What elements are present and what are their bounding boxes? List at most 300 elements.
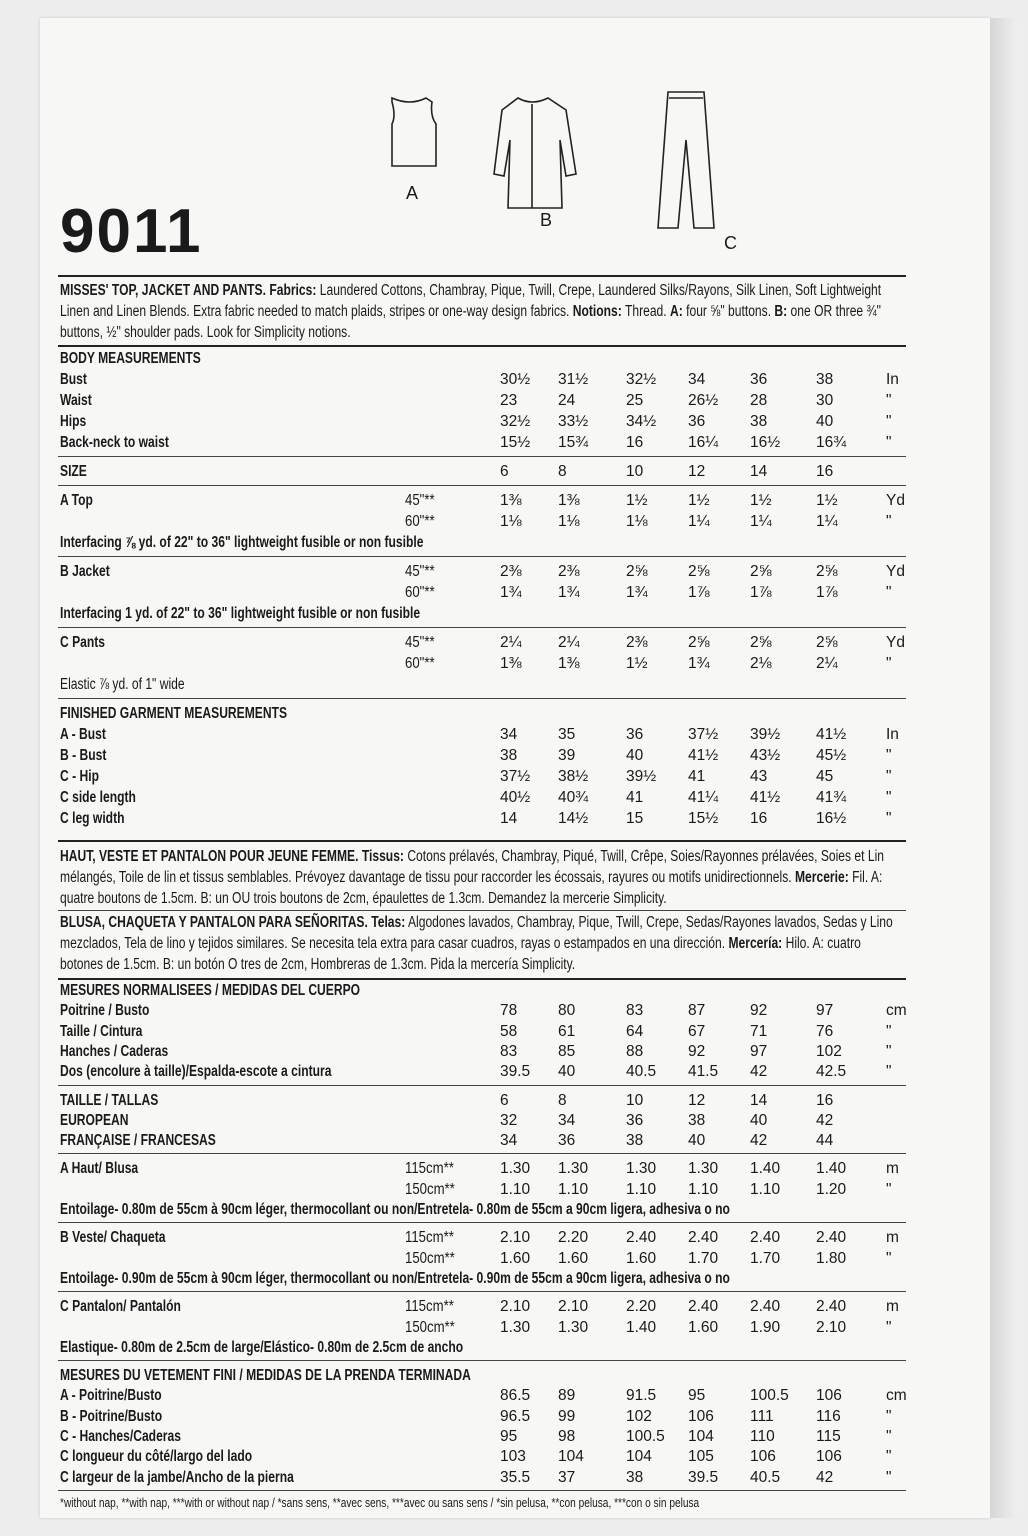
table-row xyxy=(60,655,908,675)
unit-label: Yd xyxy=(886,563,905,580)
size-value: 40.5 xyxy=(750,1468,781,1486)
size-value: 80 xyxy=(558,1002,576,1020)
unit-label: In xyxy=(886,371,899,388)
size-value: 1½ xyxy=(688,492,710,509)
row-label: Dos (encolure à taille)/Espalda-escote a cintura xyxy=(60,1063,332,1081)
size-value: 36 xyxy=(688,413,706,430)
row-label: Waist xyxy=(60,392,92,409)
size-value: 1½ xyxy=(626,492,648,509)
size-value: 38 xyxy=(816,371,834,388)
size-value: 26½ xyxy=(688,392,719,409)
size-value: 2¼ xyxy=(500,634,522,651)
row-label: C largeur de la jambe/Ancho de la pierna xyxy=(60,1468,294,1486)
size-value: 33½ xyxy=(558,413,589,430)
table-row xyxy=(60,1063,908,1083)
row-label: MESURES NORMALISEES / MEDIDAS DEL CUERPO xyxy=(60,982,361,999)
size-value: 86.5 xyxy=(500,1387,531,1405)
size-value: 1.60 xyxy=(626,1249,657,1267)
size-value: 16¾ xyxy=(816,434,847,451)
size-value: 36 xyxy=(558,1132,576,1150)
fabric-width: 150cm** xyxy=(405,1180,455,1198)
size-value: 1⅞ xyxy=(688,584,710,601)
section-divider xyxy=(58,1222,906,1223)
size-value: 83 xyxy=(500,1042,518,1060)
unit-label: Yd xyxy=(886,634,905,651)
size-value: 1.60 xyxy=(688,1318,719,1336)
size-value: 2.40 xyxy=(816,1229,847,1247)
size-value: 106 xyxy=(816,1387,842,1405)
size-value: 1¾ xyxy=(558,584,580,601)
size-value: 1⅜ xyxy=(558,492,580,509)
size-value: 39½ xyxy=(626,768,657,785)
size-value: 78 xyxy=(500,1002,518,1020)
size-value: 1.70 xyxy=(750,1249,781,1267)
size-value: 102 xyxy=(816,1042,842,1060)
table-row xyxy=(60,1181,908,1201)
size-value: 38 xyxy=(750,413,768,430)
row-label: Elastique- 0.80m de 2.5cm de large/Elástico- 0.80m de 2.5cm de ancho xyxy=(60,1338,464,1356)
size-value: 41½ xyxy=(750,789,781,806)
fabric-width: 45"** xyxy=(405,563,435,580)
table-row xyxy=(60,463,908,483)
unit-label: Yd xyxy=(886,492,905,509)
row-label: Elastic ⅞ yd. of 1" wide xyxy=(60,676,185,693)
size-value: 2¼ xyxy=(558,634,580,651)
size-value: 2⅝ xyxy=(816,634,838,651)
size-value: 2.40 xyxy=(750,1229,781,1247)
table-row xyxy=(60,1428,908,1448)
unit-label: " xyxy=(886,1042,892,1060)
size-value: 1¼ xyxy=(750,513,772,530)
size-value: 16 xyxy=(626,434,644,451)
size-value: 39½ xyxy=(750,726,781,743)
size-value: 64 xyxy=(626,1022,644,1040)
size-value: 10 xyxy=(626,463,644,480)
unit-label: " xyxy=(886,1318,892,1336)
fabric-width: 45"** xyxy=(405,492,435,509)
size-value: 2⅝ xyxy=(750,634,772,651)
size-value: 1½ xyxy=(816,492,838,509)
size-value: 1⅞ xyxy=(750,584,772,601)
table-row xyxy=(60,1270,908,1290)
row-label: C Pants xyxy=(60,634,106,651)
size-value: 1.80 xyxy=(816,1249,847,1267)
unit-label: m xyxy=(886,1160,899,1178)
row-label: A Top xyxy=(60,492,93,509)
size-value: 39 xyxy=(558,747,576,764)
row-label: Hanches / Caderas xyxy=(60,1042,169,1060)
table-row xyxy=(60,1250,908,1270)
size-value: 2⅝ xyxy=(816,563,838,580)
size-value: 1½ xyxy=(750,492,772,509)
table-row xyxy=(60,1367,908,1387)
table-row xyxy=(60,350,908,370)
size-value: 41¾ xyxy=(816,789,847,806)
size-value: 8 xyxy=(558,463,567,480)
table-row xyxy=(60,1160,908,1180)
size-value: 105 xyxy=(688,1448,714,1466)
view-label-b: B xyxy=(540,210,553,230)
row-label: Taille / Cintura xyxy=(60,1022,143,1040)
table-row xyxy=(60,676,908,696)
size-value: 15¾ xyxy=(558,434,589,451)
table-row xyxy=(60,705,908,725)
jacket-b-sketch xyxy=(494,98,576,208)
unit-label: " xyxy=(886,413,892,430)
unit-label: " xyxy=(886,810,892,827)
size-value: 1.60 xyxy=(558,1249,589,1267)
row-label: BODY MEASUREMENTS xyxy=(60,350,201,367)
size-value: 41¼ xyxy=(688,789,719,806)
size-value: 1.30 xyxy=(688,1160,719,1178)
size-value: 104 xyxy=(688,1428,714,1445)
table-row xyxy=(60,563,908,583)
size-value: 40 xyxy=(750,1111,768,1129)
size-value: 102 xyxy=(626,1407,652,1425)
table-row xyxy=(60,1408,908,1428)
english-description: MISSES' TOP, JACKET AND PANTS. Fabrics: Laundered Cottons, Chambray, Pique, Twill, Crepe, Laundered Silks/Rayons, Silk Linen, Soft Lightweight Linen and Linen Blends. Extra fabric needed to match plaids, stripes or one-way design fabrics. Notions: Thread. A: four ⅝" buttons. B: one OR three ¾" buttons, ½" shoulder pads. Look for Simplicity notions. xyxy=(60,282,882,341)
table-row xyxy=(60,1201,908,1221)
row-label: FRANÇAISE / FRANCESAS xyxy=(60,1132,216,1150)
row-label: C side length xyxy=(60,789,136,806)
fabric-width: 115cm** xyxy=(405,1160,454,1178)
size-value: 39.5 xyxy=(688,1468,719,1486)
size-value: 2¼ xyxy=(816,655,838,672)
size-value: 1⅜ xyxy=(500,655,522,672)
size-value: 1.70 xyxy=(688,1249,719,1267)
size-value: 24 xyxy=(558,392,576,409)
table-row xyxy=(60,1132,908,1152)
unit-label: In xyxy=(886,726,899,743)
size-value: 2⅜ xyxy=(626,634,648,651)
section-divider xyxy=(58,1153,906,1154)
row-label: C - Hip xyxy=(60,768,99,785)
table-row xyxy=(60,747,908,767)
size-value: 1⅜ xyxy=(500,492,522,509)
footnote: *without nap, **with nap, ***with or without nap / *sans sens, **avec sens, ***avec ou sans sens / *sin pelusa, **con pelusa, ***con o sin pelusa xyxy=(60,1495,700,1510)
size-value: 40¾ xyxy=(558,789,589,806)
section-divider xyxy=(58,1360,906,1361)
size-value: 34 xyxy=(558,1111,576,1129)
size-value: 98 xyxy=(558,1428,576,1445)
table-row xyxy=(60,1298,908,1318)
table-row xyxy=(60,768,908,788)
row-label: Poitrine / Busto xyxy=(60,1002,150,1020)
size-value: 40 xyxy=(816,413,834,430)
fabric-width: 115cm** xyxy=(405,1298,454,1316)
size-value: 2⅝ xyxy=(688,563,710,580)
table-row xyxy=(60,726,908,746)
size-value: 16 xyxy=(816,1091,834,1109)
unit-label: m xyxy=(886,1298,899,1316)
size-value: 1½ xyxy=(626,655,648,672)
size-value: 58 xyxy=(500,1022,518,1040)
size-value: 104 xyxy=(558,1448,584,1466)
table-row xyxy=(60,810,908,830)
table-row xyxy=(60,1387,908,1407)
size-value: 97 xyxy=(750,1042,768,1060)
size-value: 1.10 xyxy=(688,1180,719,1198)
section-divider xyxy=(58,1291,906,1292)
size-value: 37 xyxy=(558,1468,576,1486)
size-value: 15½ xyxy=(500,434,531,451)
unit-label: cm xyxy=(886,1002,907,1020)
page-edge-shadow xyxy=(990,18,1018,1518)
size-value: 30 xyxy=(816,392,834,409)
size-value: 1⅛ xyxy=(626,513,648,530)
size-value: 2⅝ xyxy=(750,563,772,580)
size-value: 103 xyxy=(500,1448,526,1466)
size-value: 12 xyxy=(688,1091,706,1109)
size-value: 28 xyxy=(750,392,768,409)
section-divider xyxy=(58,456,906,457)
size-value: 96.5 xyxy=(500,1407,531,1425)
table-row xyxy=(60,492,908,512)
size-value: 14 xyxy=(750,463,768,480)
size-value: 87 xyxy=(688,1002,706,1020)
fabric-width: 60"** xyxy=(405,513,435,530)
size-value: 99 xyxy=(558,1407,576,1425)
table-row xyxy=(60,634,908,654)
view-label-a: A xyxy=(406,183,419,203)
size-value: 88 xyxy=(626,1042,644,1060)
size-value: 85 xyxy=(558,1042,576,1060)
unit-label: " xyxy=(886,1428,892,1445)
size-value: 1¾ xyxy=(626,584,648,601)
garment-sketches xyxy=(380,80,760,260)
table-row xyxy=(60,1339,908,1359)
row-label: Back-neck to waist xyxy=(60,434,169,451)
size-value: 2.20 xyxy=(626,1298,657,1316)
size-value: 36 xyxy=(626,1111,644,1129)
fabric-width: 45"** xyxy=(405,634,435,651)
size-value: 1¾ xyxy=(500,584,522,601)
size-value: 1¼ xyxy=(816,513,838,530)
size-value: 2.40 xyxy=(816,1298,847,1316)
fabric-width: 150cm** xyxy=(405,1249,455,1267)
row-label: C - Hanches/Caderas xyxy=(60,1428,181,1445)
size-value: 97 xyxy=(816,1002,834,1020)
size-value: 40 xyxy=(558,1063,576,1081)
table-row xyxy=(60,1112,908,1132)
unit-label: " xyxy=(886,1468,892,1486)
table-row xyxy=(60,413,908,433)
row-label: Interfacing ⅞ yd. of 22" to 36" lightweight fusible or non fusible xyxy=(60,534,424,551)
size-value: 1⅛ xyxy=(500,513,522,530)
size-value: 1¾ xyxy=(688,655,710,672)
size-value: 41 xyxy=(626,789,644,806)
size-value: 38 xyxy=(626,1468,644,1486)
size-value: 37½ xyxy=(500,768,531,785)
size-value: 43½ xyxy=(750,747,781,764)
size-value: 104 xyxy=(626,1448,652,1466)
unit-label: " xyxy=(886,1448,892,1466)
size-value: 1¼ xyxy=(688,513,710,530)
size-value: 14 xyxy=(750,1091,768,1109)
size-value: 45 xyxy=(816,768,834,785)
size-value: 41½ xyxy=(688,747,719,764)
size-value: 76 xyxy=(816,1022,834,1040)
pattern-number: 9011 xyxy=(60,197,203,266)
size-value: 15 xyxy=(626,810,644,827)
size-value: 38 xyxy=(626,1132,644,1150)
row-label: B Veste/ Chaqueta xyxy=(60,1229,166,1247)
size-value: 42 xyxy=(816,1111,834,1129)
size-value: 1.10 xyxy=(626,1180,657,1198)
row-label: Interfacing 1 yd. of 22" to 36" lightweight fusible or non fusible xyxy=(60,605,421,622)
pants-c-sketch xyxy=(658,92,714,228)
size-value: 71 xyxy=(750,1022,768,1040)
size-value: 16¼ xyxy=(688,434,719,451)
size-value: 42 xyxy=(750,1132,768,1150)
size-value: 1⅛ xyxy=(558,513,580,530)
size-value: 14½ xyxy=(558,810,589,827)
size-value: 41 xyxy=(688,768,706,785)
size-value: 116 xyxy=(816,1407,841,1425)
unit-label: " xyxy=(886,789,892,806)
section-divider xyxy=(58,1085,906,1086)
unit-label: " xyxy=(886,1063,892,1081)
size-value: 36 xyxy=(626,726,644,743)
size-value: 44 xyxy=(816,1132,834,1150)
size-value: 2⅜ xyxy=(558,563,580,580)
size-value: 41½ xyxy=(816,726,847,743)
row-label: C Pantalon/ Pantalón xyxy=(60,1298,181,1316)
row-label: MESURES DU VETEMENT FINI / MEDIDAS DE LA PRENDA TERMINADA xyxy=(60,1367,471,1385)
table-row xyxy=(60,605,908,625)
top-a-sketch xyxy=(392,98,436,166)
size-value: 1.60 xyxy=(500,1249,531,1267)
fabric-width: 115cm** xyxy=(405,1229,454,1247)
table-row xyxy=(60,392,908,412)
size-value: 34½ xyxy=(626,413,657,430)
row-label: A - Bust xyxy=(60,726,106,743)
size-value: 42 xyxy=(816,1468,834,1486)
size-value: 61 xyxy=(558,1022,576,1040)
table-row xyxy=(60,1023,908,1043)
size-value: 1⅞ xyxy=(816,584,838,601)
size-value: 100.5 xyxy=(626,1428,665,1445)
size-value: 1.10 xyxy=(500,1180,531,1198)
size-value: 25 xyxy=(626,392,644,409)
size-value: 34 xyxy=(500,726,518,743)
size-value: 83 xyxy=(626,1002,644,1020)
french-description: HAUT, VESTE ET PANTALON POUR JEUNE FEMME. Tissus: Cotons prélavés, Chambray, Piqué, Twill, Crêpe, Soies/Rayonnes prélavées, Soies et Lin mélangés, Toile de lin et tissus semblables. Prévoyez davantage de tissu pour raccorder les écossais, rayures ou motifs unidirectionnels. Mercerie: Fil. A: quatre boutons de 1.5cm. B: un OU trois boutons de 2cm, épaulettes de 1.3cm. Demandez la mercerie Simplicity. xyxy=(60,848,885,907)
unit-label: cm xyxy=(886,1387,907,1405)
size-value: 37½ xyxy=(688,726,719,743)
table-row xyxy=(60,1319,908,1339)
unit-label: " xyxy=(886,747,892,764)
row-label: Entoilage- 0.80m de 55cm à 90cm léger, thermocollant ou non/Entretela- 0.80m de 55cm a 90cm ligera, adhesiva o no xyxy=(60,1201,730,1218)
table-row xyxy=(60,371,908,391)
size-value: 12 xyxy=(688,463,706,480)
unit-label: " xyxy=(886,1022,892,1040)
table-row xyxy=(60,1043,908,1063)
spanish-description: BLUSA, CHAQUETA Y PANTALON PARA SEÑORITAS. Telas: Algodones lavados, Chambray, Pique, Twill, Crepe, Sedas/Rayones lavados, Sedas y Lino mezclados, Tela de lino y tejidos similares. Se necesita tela extra para casar cuadros, rayas o estampados en una dirección. Mercería: Hilo. A: cuatro botones de 1.5cm. B: un botón O tres de 2cm, Hombreras de 1.3cm. Pida la mercería Simplicity. xyxy=(60,914,893,973)
table-row xyxy=(60,1002,908,1022)
size-value: 1.30 xyxy=(558,1160,589,1178)
size-value: 43 xyxy=(750,768,768,785)
table-row xyxy=(60,534,908,554)
size-value: 39.5 xyxy=(500,1063,531,1081)
size-value: 40.5 xyxy=(626,1063,657,1081)
size-value: 14 xyxy=(500,810,518,827)
size-value: 1⅜ xyxy=(558,655,580,672)
row-label: A Haut/ Blusa xyxy=(60,1160,139,1178)
size-value: 1.10 xyxy=(750,1180,781,1198)
size-value: 23 xyxy=(500,392,518,409)
size-value: 2.40 xyxy=(688,1298,719,1316)
size-value: 34 xyxy=(500,1132,518,1150)
row-label: B Jacket xyxy=(60,563,110,580)
table-row xyxy=(60,1229,908,1249)
section-divider xyxy=(58,485,906,486)
size-value: 45½ xyxy=(816,747,847,764)
size-value: 100.5 xyxy=(750,1387,789,1405)
size-value: 106 xyxy=(816,1448,842,1466)
size-value: 2.40 xyxy=(688,1229,719,1247)
size-value: 32½ xyxy=(626,371,657,388)
row-label: SIZE xyxy=(60,463,87,480)
size-value: 1.30 xyxy=(558,1318,589,1336)
table-row xyxy=(60,789,908,809)
size-value: 16 xyxy=(750,810,768,827)
size-value: 89 xyxy=(558,1387,576,1405)
size-value: 32½ xyxy=(500,413,531,430)
size-value: 40 xyxy=(688,1132,706,1150)
size-value: 2⅜ xyxy=(500,563,522,580)
row-label: TAILLE / TALLAS xyxy=(60,1091,159,1109)
size-value: 30½ xyxy=(500,371,531,388)
size-value: 1.40 xyxy=(816,1160,847,1178)
size-value: 111 xyxy=(750,1407,774,1425)
size-value: 15½ xyxy=(688,810,719,827)
view-label-c: C xyxy=(724,233,737,253)
section-divider xyxy=(58,627,906,628)
table-row xyxy=(60,1448,908,1468)
size-value: 36 xyxy=(750,371,768,388)
size-value: 106 xyxy=(750,1448,776,1466)
size-value: 67 xyxy=(688,1022,706,1040)
size-value: 8 xyxy=(558,1091,567,1109)
size-value: 1.40 xyxy=(750,1160,781,1178)
size-value: 106 xyxy=(688,1407,714,1425)
fabric-width: 150cm** xyxy=(405,1318,455,1336)
size-value: 38½ xyxy=(558,768,589,785)
size-value: 2⅝ xyxy=(688,634,710,651)
size-value: 32 xyxy=(500,1111,518,1129)
size-value: 40 xyxy=(626,747,644,764)
size-value: 35.5 xyxy=(500,1468,531,1486)
size-value: 16½ xyxy=(750,434,781,451)
table-row xyxy=(60,584,908,604)
size-value: 2.40 xyxy=(626,1229,657,1247)
size-value: 1.40 xyxy=(626,1318,657,1336)
size-value: 115 xyxy=(816,1428,841,1445)
size-value: 2⅛ xyxy=(750,655,772,672)
size-value: 2.40 xyxy=(750,1298,781,1316)
table-row xyxy=(60,434,908,454)
table-row xyxy=(60,1092,908,1112)
section-divider xyxy=(58,698,906,699)
size-value: 2.10 xyxy=(558,1298,589,1316)
size-value: 42 xyxy=(750,1063,768,1081)
size-value: 38 xyxy=(688,1111,706,1129)
row-label: A - Poitrine/Busto xyxy=(60,1387,162,1405)
table-row xyxy=(60,982,908,1002)
unit-label: " xyxy=(886,584,892,601)
size-value: 42.5 xyxy=(816,1063,847,1081)
